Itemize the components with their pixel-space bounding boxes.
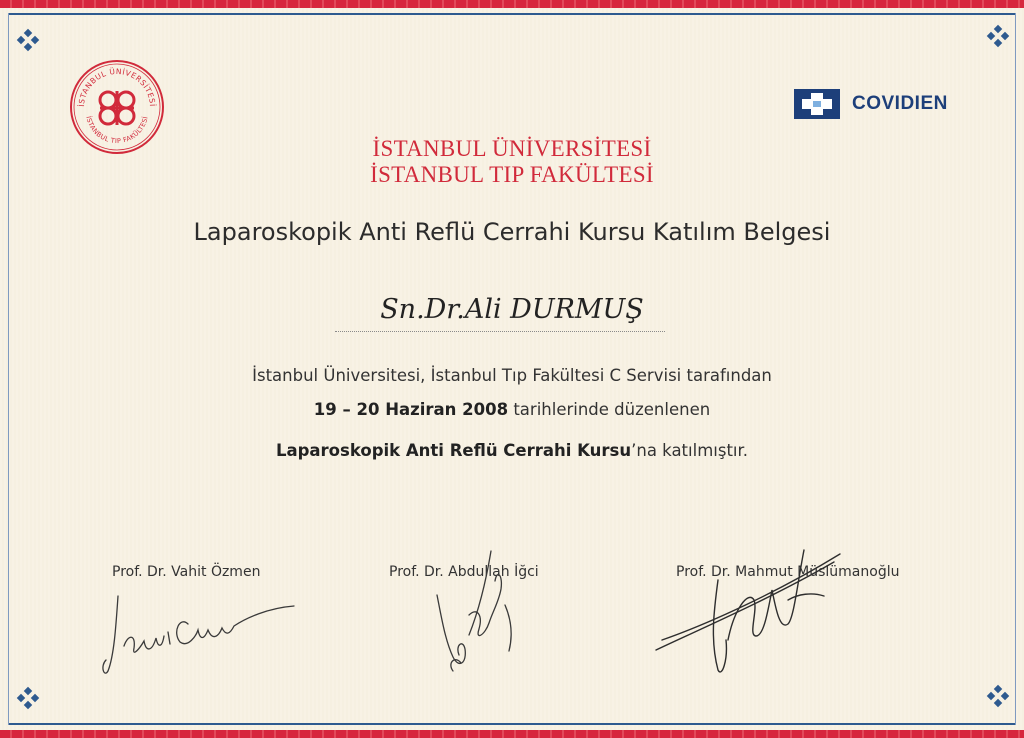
course-dates: 19 – 20 Haziran 2008 <box>313 400 509 419</box>
seal-bottom-text: İSTANBUL TIP FAKÜLTESİ <box>84 115 150 146</box>
body-line-3-rest: ’na katılmıştır. <box>631 441 749 460</box>
bottom-blue-rule <box>8 723 1016 725</box>
university-name: İSTANBUL ÜNİVERSİTESİ <box>372 136 652 161</box>
corner-ornament-icon <box>986 24 1010 48</box>
signature-2 <box>425 545 545 680</box>
certificate-title: Laparoskopik Anti Reflü Cerrahi Kursu Katılım Belgesi <box>193 218 831 246</box>
body-line-2 <box>0 400 1024 419</box>
sponsor-name: COVIDIEN <box>852 93 948 114</box>
body-line-1: İstanbul Üniversitesi, İstanbul Tıp Fakültesi C Servisi tarafından <box>252 366 772 385</box>
covidien-mark-icon <box>794 89 840 119</box>
signature-1 <box>96 586 306 686</box>
course-name: Laparoskopik Anti Reflü Cerrahi Kursu <box>275 441 632 460</box>
seal-top-text: İSTANBUL ÜNİVERSİTESİ <box>76 66 158 108</box>
top-blue-rule <box>8 13 1016 15</box>
body-line-2-rest: tarihlerinde düzenlenen <box>508 400 711 419</box>
sponsor-logo <box>794 89 948 119</box>
recipient-name: Sn.Dr.Ali DURMUŞ <box>380 294 644 325</box>
recipient-underline <box>335 331 665 332</box>
corner-ornament-icon <box>16 686 40 710</box>
faculty-name: İSTANBUL TIP FAKÜLTESİ <box>370 162 654 187</box>
corner-ornament-icon <box>986 684 1010 708</box>
bottom-red-border <box>0 730 1024 738</box>
signatory-name-2: Prof. Dr. Abdullah İğci <box>389 564 539 580</box>
signatory-name-1: Prof. Dr. Vahit Özmen <box>112 564 261 580</box>
body-line-3 <box>0 441 1024 460</box>
signature-3 <box>648 540 848 680</box>
corner-ornament-icon <box>16 28 40 52</box>
signatory-name-3: Prof. Dr. Mahmut Müslümanoğlu <box>676 564 900 580</box>
top-red-border <box>0 0 1024 8</box>
